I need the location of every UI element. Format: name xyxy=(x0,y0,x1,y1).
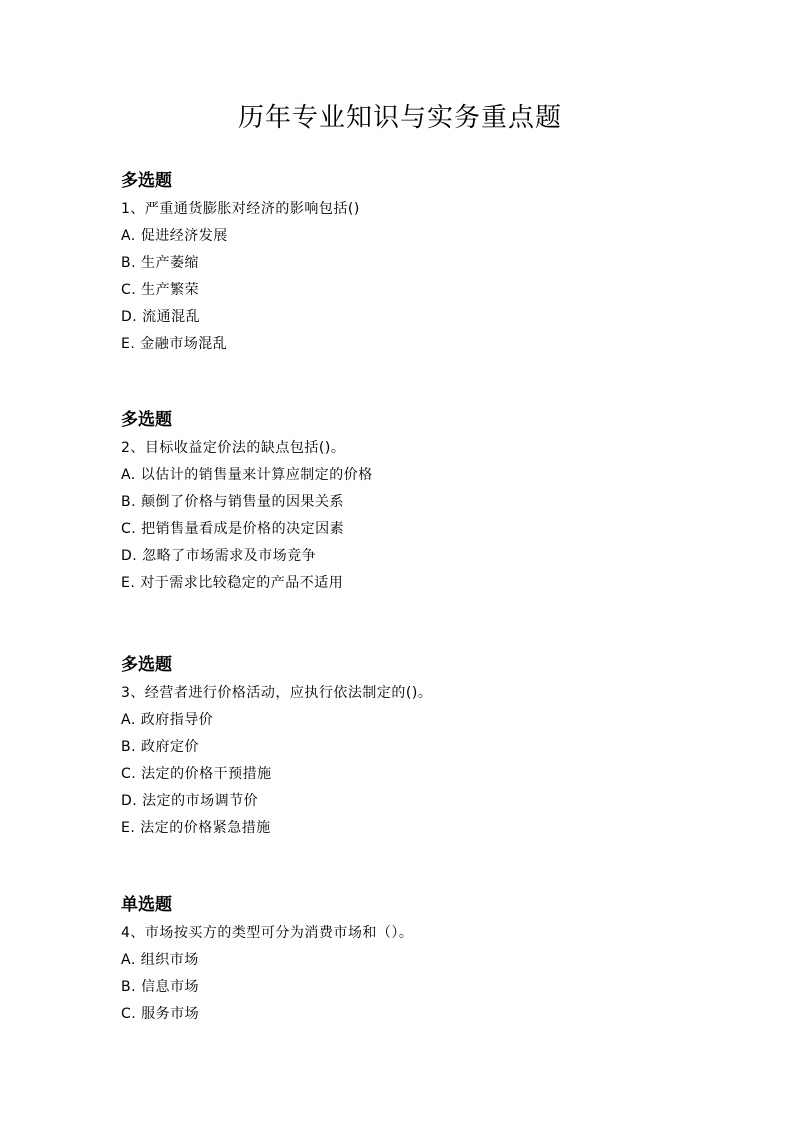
option-c: C. 生产繁荣 xyxy=(121,282,200,298)
option-a: A. 政府指导价 xyxy=(121,712,214,728)
option-a: A. 组织市场 xyxy=(121,952,199,968)
option-c: C. 法定的价格干预措施 xyxy=(121,766,272,782)
option-e: E. 法定的价格紧急措施 xyxy=(121,820,271,836)
option-b: B. 生产萎缩 xyxy=(121,255,200,271)
option-d: D. 流通混乱 xyxy=(121,309,201,325)
option-d: D. 忽略了市场需求及市场竞争 xyxy=(121,548,317,564)
question-stem: 3、经营者进行价格活动，应执行依法制定的()。 xyxy=(121,685,433,701)
option-e: E. 对于需求比较稳定的产品不适用 xyxy=(121,575,344,591)
question-block xyxy=(121,892,721,1028)
option-c: C. 服务市场 xyxy=(121,1006,200,1022)
question-block xyxy=(121,407,721,597)
question-stem: 2、目标收益定价法的缺点包括()。 xyxy=(121,440,346,456)
option-c: C. 把销售量看成是价格的决定因素 xyxy=(121,521,345,537)
option-a: A. 以估计的销售量来计算应制定的价格 xyxy=(121,467,373,483)
question-stem: 1、严重通货膨胀对经济的影响包括() xyxy=(121,201,360,217)
option-e: E. 金融市场混乱 xyxy=(121,336,228,352)
question-type-label: 单选题 xyxy=(121,895,172,915)
option-b: B. 政府定价 xyxy=(121,739,200,755)
question-type-label: 多选题 xyxy=(121,655,172,675)
document-title: 历年专业知识与实务重点题 xyxy=(237,103,562,133)
question-block xyxy=(121,168,721,358)
option-b: B. 信息市场 xyxy=(121,979,200,995)
question-block xyxy=(121,652,721,842)
question-type-label: 多选题 xyxy=(121,171,172,191)
option-d: D. 法定的市场调节价 xyxy=(121,793,259,809)
option-b: B. 颠倒了价格与销售量的因果关系 xyxy=(121,494,345,510)
option-a: A. 促进经济发展 xyxy=(121,228,228,244)
question-type-label: 多选题 xyxy=(121,410,172,430)
question-stem: 4、市场按买方的类型可分为消费市场和（）。 xyxy=(121,925,414,941)
